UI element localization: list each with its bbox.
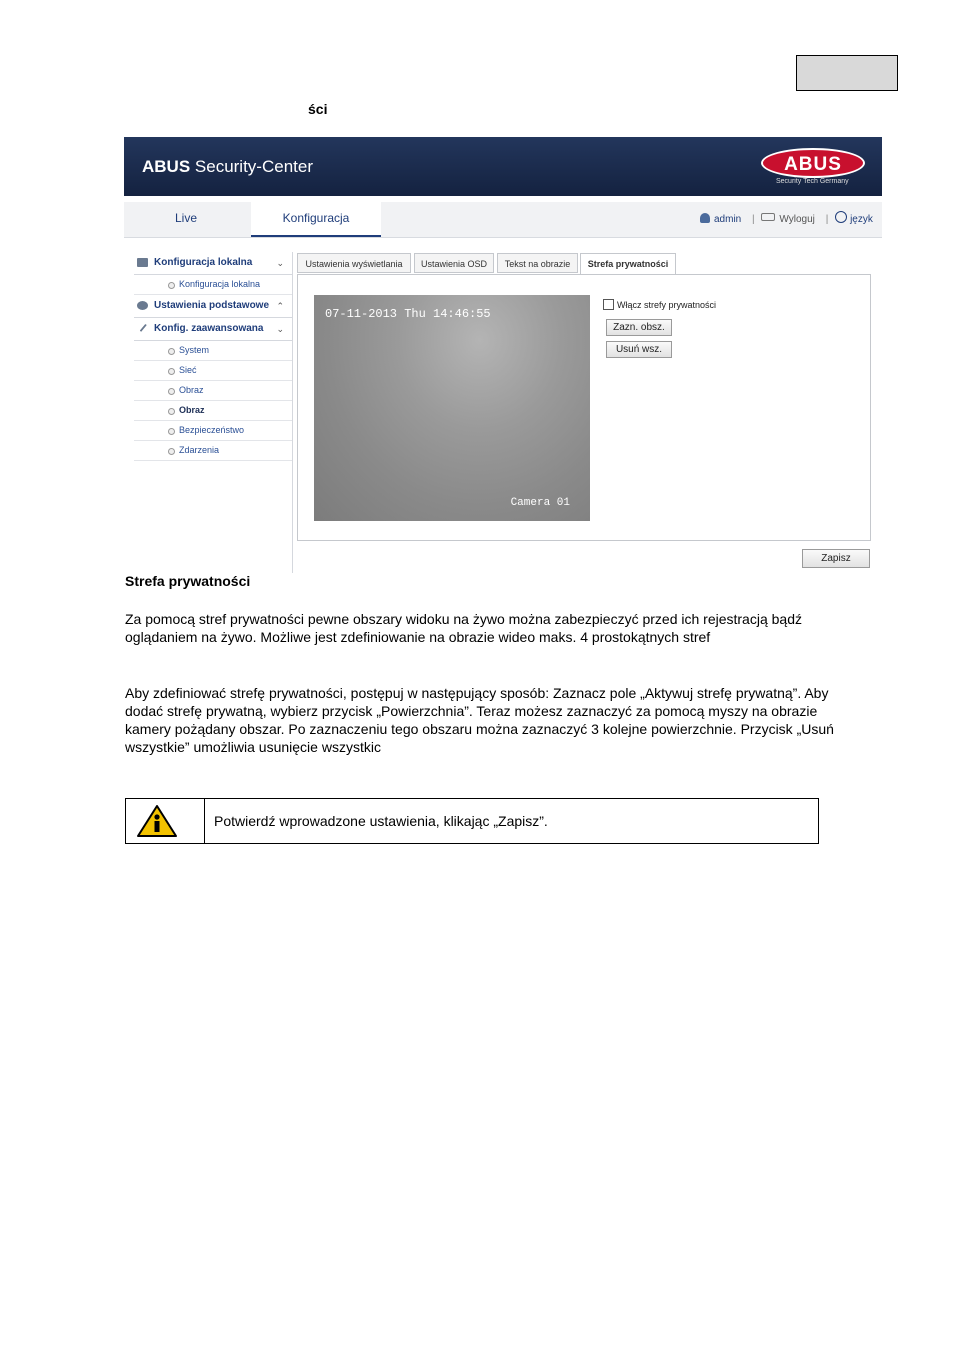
- tab-privacy-mask[interactable]: Strefa prywatności: [580, 253, 676, 275]
- draw-area-button[interactable]: Zazn. obsz.: [606, 319, 672, 336]
- privacy-panel: [297, 274, 871, 541]
- sidebar-item-network[interactable]: Sieć: [134, 361, 292, 381]
- monitor-icon: [137, 258, 148, 267]
- chevron-down-icon: ⌄: [276, 258, 284, 268]
- tab-config[interactable]: Konfiguracja: [251, 202, 381, 237]
- user-link[interactable]: admin: [700, 214, 745, 225]
- sidebar-item-security[interactable]: Bezpieczeństwo: [134, 421, 292, 441]
- globe-icon: [835, 211, 847, 223]
- enable-privacy-row: [603, 299, 716, 310]
- tab-osd-settings[interactable]: Ustawienia OSD: [414, 253, 494, 273]
- user-bar: admin | Wyloguj | język: [700, 211, 881, 225]
- page-marker-box: [796, 55, 898, 91]
- section-heading: Strefa prywatności: [125, 573, 251, 589]
- sidebar-section-basic[interactable]: Ustawienia podstawowe ⌃: [134, 295, 292, 318]
- app-header: [124, 137, 882, 196]
- sidebar-item-system[interactable]: System: [134, 341, 292, 361]
- sidebar-section-advanced[interactable]: Konfig. zaawansowana ⌄: [134, 318, 292, 341]
- paragraph-instructions: Aby zdefiniować strefę prywatności, postępuj w następujący sposób: Zaznacz pole „Aktywuj strefę prywatną”. Aby dodać strefę prywatną, wybierz przycisk „Powierzchnia”. Teraz możesz zaznaczyć za pomocą myszy na obrazie kamery pożądany obszar. Po zaznaczeniu tego obszaru można zaznaczyć 3 kolejne powierzchnie. Przycisk „Usuń wszystkie” umożliwia usunięcie wszystkic: [125, 685, 834, 755]
- language-link[interactable]: język: [835, 214, 877, 225]
- note-box: [125, 798, 819, 844]
- sidebar-item-events[interactable]: Zdarzenia: [134, 441, 292, 461]
- paragraph-intro: Za pomocą stref prywatności pewne obszary widoku na żywo można zabezpieczyć przed ich rejestracją bądź oglądaniem na żywo. Możliwe jest zdefiniowanie na obrazie wideo maks. 4 prostokątnych stref: [125, 611, 802, 645]
- user-icon: [700, 213, 710, 223]
- sidebar-item-local-config[interactable]: Konfiguracja lokalna: [134, 275, 292, 295]
- save-button[interactable]: Zapisz: [802, 549, 870, 568]
- tab-text-overlay[interactable]: Tekst na obrazie: [497, 253, 578, 273]
- gear-icon: [137, 301, 148, 310]
- heading-fragment: ści: [308, 101, 328, 117]
- wrench-icon: [140, 324, 149, 333]
- enable-privacy-checkbox[interactable]: [603, 299, 614, 310]
- sidebar-item-image-active[interactable]: Obraz: [134, 401, 292, 421]
- brand-title: ABUS Security-Center: [142, 157, 313, 176]
- sidebar-section-local[interactable]: Konfiguracja lokalna ⌄: [134, 252, 292, 275]
- tab-live[interactable]: Live: [174, 211, 197, 225]
- clear-all-button[interactable]: Usuń wsz.: [606, 341, 672, 358]
- video-timestamp: 07-11-2013 Thu 14:46:55: [325, 307, 491, 321]
- tab-display-settings[interactable]: Ustawienia wyświetlania: [297, 253, 411, 273]
- logout-link[interactable]: Wyloguj: [761, 214, 818, 225]
- video-camera-name: Camera 01: [510, 497, 570, 509]
- app-screenshot: [124, 137, 882, 573]
- sidebar: [134, 252, 292, 461]
- nav-bar: [124, 202, 882, 238]
- camera-preview[interactable]: [314, 295, 590, 521]
- chevron-down-icon: ⌄: [276, 324, 284, 334]
- logo-tagline: Security Tech Germany: [776, 178, 849, 185]
- abus-logo: ABUS: [761, 148, 865, 178]
- chevron-up-icon: ⌃: [276, 301, 284, 311]
- sidebar-item-image[interactable]: Obraz: [134, 381, 292, 401]
- enable-privacy-label: Włącz strefy prywatności: [617, 300, 717, 310]
- warning-icon: [136, 804, 178, 838]
- logout-icon: [761, 213, 775, 221]
- note-text: Potwierdź wprowadzone ustawienia, klikając „Zapisz”.: [214, 813, 548, 829]
